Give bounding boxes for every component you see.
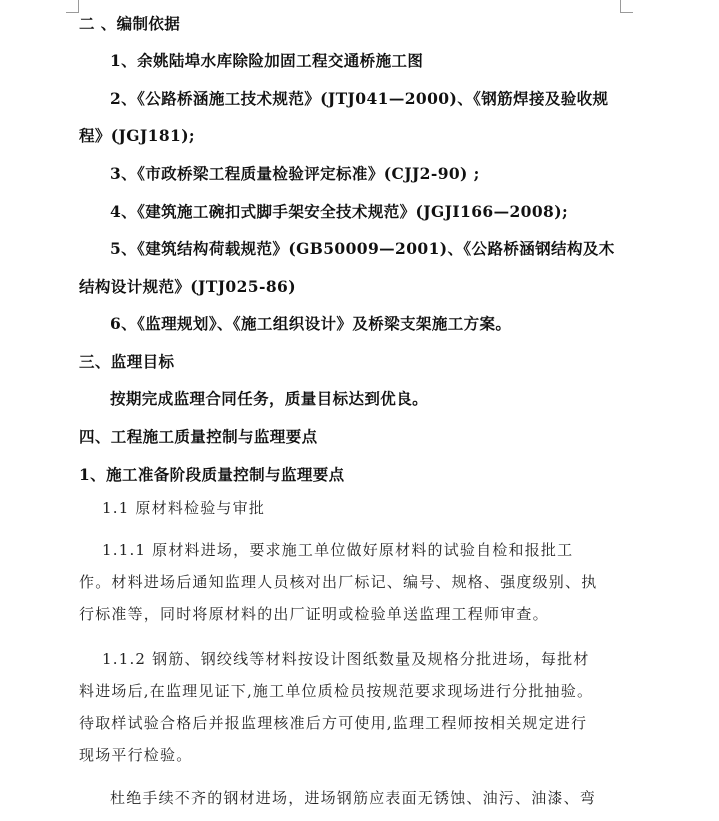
- para-1-1-2-line-4: 现场平行检验。: [79, 746, 193, 764]
- para-1-1-2-line-3: 待取样试验合格后并报监理核准后方可使用,监理工程师按相关规定进行: [79, 714, 588, 732]
- section-heading-4: 四、工程施工质量控制与监理要点: [79, 427, 318, 446]
- page-corner-mark-top-left: [66, 0, 79, 13]
- basis-item-5-line-1: 5、《建筑结构荷载规范》(GB50009—2001)、《公路桥涵钢结构及木: [110, 239, 615, 258]
- basis-item-2-line-2: 程》(JGJ181);: [79, 126, 196, 145]
- section-heading-3: 三、监理目标: [79, 352, 175, 371]
- basis-item-1: 1、余姚陆埠水库除险加固工程交通桥施工图: [110, 51, 424, 70]
- basis-item-6: 6、《监理规划》、《施工组织设计》及桥梁支架施工方案。: [110, 314, 512, 333]
- para-1-1-1-line-2: 作。材料进场后通知监理人员核对出厂标记、编号、规格、强度级别、执: [79, 573, 598, 591]
- basis-item-5-line-2: 结构设计规范》(JTJ025-86): [79, 277, 296, 296]
- subsection-heading-1-1: 1.1 原材料检验与审批: [102, 499, 266, 517]
- basis-item-3: 3、《市政桥梁工程质量检验评定标准》(CJJ2-90) ;: [110, 164, 480, 183]
- subsection-heading-1: 1、施工准备阶段质量控制与监理要点: [79, 465, 345, 484]
- basis-item-2-line-1: 2、《公路桥涵施工技术规范》(JTJ041—2000)、《钢筋焊接及验收规: [110, 89, 609, 108]
- para-steel-entry-line-1: 杜绝手续不齐的钢材进场，进场钢筋应表面无锈蚀、油污、油漆、弯: [110, 789, 597, 807]
- para-1-1-2-line-1: 1.1.2 钢筋、钢绞线等材料按设计图纸数量及规格分批进场，每批材: [102, 650, 590, 668]
- basis-item-4: 4、《建筑施工碗扣式脚手架安全技术规范》(JGJI166—2008);: [110, 202, 569, 221]
- para-1-1-1-line-1: 1.1.1 原材料进场，要求施工单位做好原材料的试验自检和报批工: [102, 541, 574, 559]
- supervision-goal-text: 按期完成监理合同任务，质量目标达到优良。: [110, 389, 429, 408]
- page-corner-mark-top-right: [620, 0, 633, 13]
- para-1-1-1-line-3: 行标准等，同时将原材料的出厂证明或检验单送监理工程师审查。: [79, 605, 549, 623]
- para-1-1-2-line-2: 料进场后,在监理见证下,施工单位质检员按规范要求现场进行分批抽验。: [79, 682, 594, 700]
- section-heading-2: 二 、编制依据: [79, 14, 181, 33]
